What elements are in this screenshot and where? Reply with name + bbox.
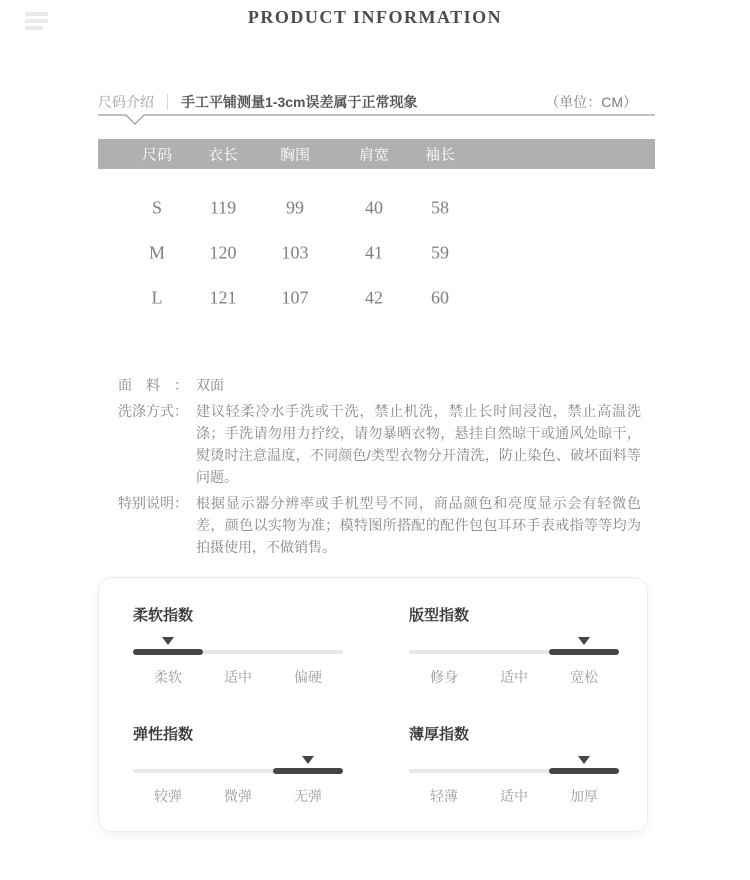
measurement-note: 手工平铺测量1-3cm误差属于正常现象 — [181, 94, 418, 110]
active-segment — [549, 768, 619, 774]
index-title: 弹性指数 — [133, 726, 194, 743]
table-cell: 107 — [281, 287, 309, 307]
index-title: 薄厚指数 — [409, 726, 470, 743]
index-scale-label: 适中 — [224, 669, 252, 685]
vertical-divider — [167, 94, 168, 110]
detail-label: 洗涤方式： — [118, 403, 188, 419]
index-scale-label: 较弹 — [154, 788, 182, 804]
unit-label: （单位：CM） — [545, 94, 637, 110]
detail-label: 面料： — [118, 377, 188, 393]
index-bar — [133, 649, 343, 655]
detail-row-special-note — [118, 492, 643, 558]
detail-text: 建议轻柔冷水手洗或干洗，禁止机洗，禁止长时间浸泡，禁止高温洗涤；手洗请勿用力拧绞，请勿暴晒衣物，悬挂自然晾干或通风处晾干，熨烫时注意温度，不同颜色/类型衣物分开清洗，防止染色、破坏面料等问题。 — [196, 403, 641, 485]
index-scale-label: 无弹 — [294, 788, 322, 804]
active-marker-icon — [302, 756, 314, 764]
size-table — [98, 139, 655, 320]
table-cell: 41 — [365, 242, 383, 262]
table-cell: 40 — [365, 197, 383, 217]
index-bar — [133, 768, 343, 774]
active-marker-icon — [578, 637, 590, 645]
active-segment — [133, 649, 203, 655]
index-title: 版型指数 — [409, 607, 470, 624]
table-header-cell: 胸围 — [279, 146, 311, 164]
index-scale-label: 适中 — [500, 788, 528, 804]
index-scale-label: 修身 — [430, 669, 458, 685]
table-cell: 60 — [431, 287, 449, 307]
index-scale-label: 微弹 — [224, 788, 252, 804]
table-cell: 59 — [431, 242, 449, 262]
size-table-header — [98, 139, 655, 169]
fabric-index-panel — [98, 577, 648, 832]
table-cell: 121 — [209, 287, 237, 307]
detail-row-fabric — [118, 374, 643, 396]
table-cell: 99 — [286, 197, 304, 217]
softness-index — [133, 604, 343, 687]
detail-text: 双面 — [196, 377, 224, 393]
detail-label: 特别说明： — [118, 495, 188, 511]
active-segment — [273, 768, 343, 774]
thickness-index — [409, 723, 619, 806]
table-header-cell: 肩宽 — [358, 146, 390, 164]
table-cell: 119 — [209, 197, 237, 217]
size-table-body — [98, 169, 655, 320]
page-title: PRODUCT INFORMATION — [247, 7, 503, 27]
table-cell: 103 — [281, 242, 309, 262]
table-row — [98, 230, 655, 275]
index-scale-label: 宽松 — [570, 669, 598, 685]
table-cell: 120 — [209, 242, 237, 262]
table-cell: 58 — [431, 197, 449, 217]
index-scale-label: 轻薄 — [430, 788, 458, 804]
active-marker-icon — [578, 756, 590, 764]
index-bar — [409, 649, 619, 655]
table-cell: S — [151, 197, 163, 217]
table-header-cell: 衣长 — [207, 146, 239, 164]
index-scale-label: 适中 — [500, 669, 528, 685]
detail-text: 根据显示器分辨率或手机型号不同，商品颜色和亮度显示会有轻微色差，颜色以实物为准；模特图所搭配的配件包包耳环手表戒指等等均为拍摄使用，不做销售。 — [196, 495, 641, 555]
product-details — [118, 374, 643, 562]
table-cell: M — [148, 242, 166, 262]
table-row — [98, 185, 655, 230]
index-scale-label: 加厚 — [570, 788, 598, 804]
index-scale-label: 偏硬 — [294, 669, 322, 685]
fit-index — [409, 604, 619, 687]
table-row — [98, 275, 655, 320]
index-bar — [409, 768, 619, 774]
table-header-cell: 袖长 — [424, 146, 456, 164]
notched-divider-line — [98, 114, 655, 128]
size-section-header — [98, 92, 655, 112]
active-marker-icon — [162, 637, 174, 645]
active-segment — [549, 649, 619, 655]
table-header-cell: 尺码 — [141, 146, 173, 164]
elasticity-index — [133, 723, 343, 806]
index-scale-label: 柔软 — [154, 669, 182, 685]
table-cell: 42 — [365, 287, 383, 307]
size-section-label: 尺码介绍 — [98, 94, 154, 110]
table-cell: L — [151, 287, 163, 307]
index-title: 柔软指数 — [133, 607, 194, 624]
detail-row-washing — [118, 400, 643, 488]
